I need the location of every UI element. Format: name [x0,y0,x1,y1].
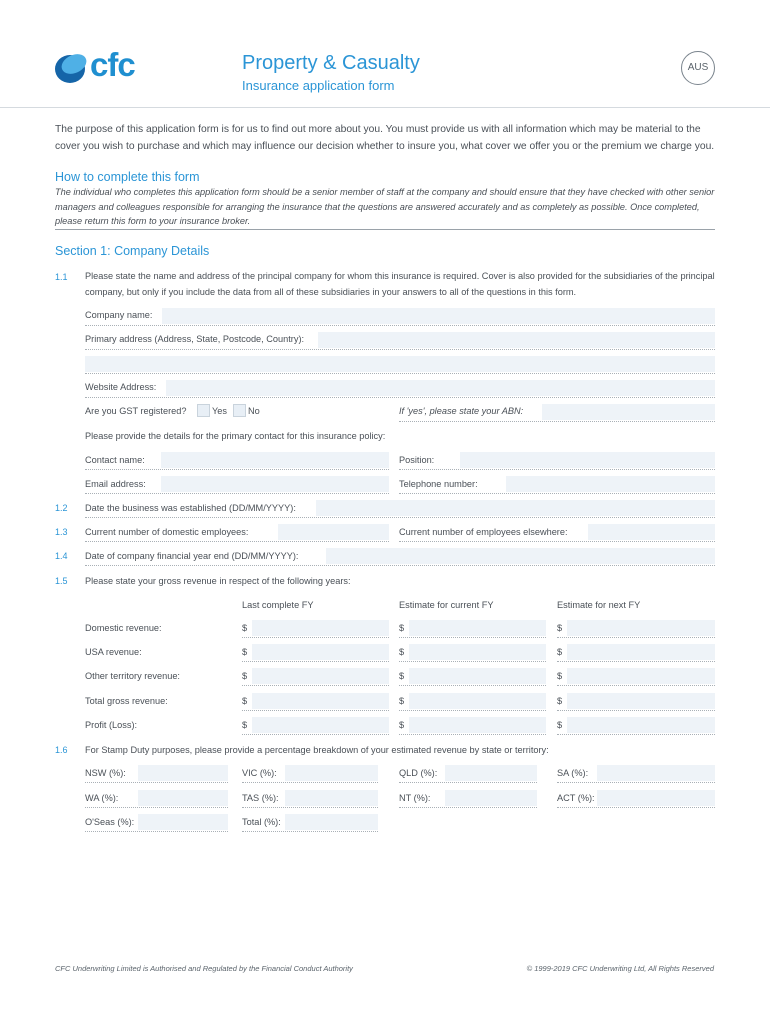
dotted-line [242,807,378,808]
footer-copyright: © 1999-2019 CFC Underwriting Ltd, All Rights Reserved [526,964,714,973]
dotted-line [557,734,715,735]
currency-symbol: $ [557,623,563,633]
gst-no-label: No [248,406,260,416]
currency-symbol: $ [399,720,405,730]
divider [55,229,715,230]
dotted-line [399,661,546,662]
state-label: O'Seas (%): [85,817,135,827]
currency-symbol: $ [242,671,248,681]
primary-address-label: Primary address (Address, State, Postcode, Country): [85,334,305,344]
currency-symbol: $ [242,696,248,706]
currency-symbol: $ [242,647,248,657]
cfc-logo [53,46,153,88]
dotted-line [399,807,537,808]
dotted-line [557,685,715,686]
revenue-field[interactable] [252,668,389,684]
dotted-line [85,831,228,832]
state-percent-field[interactable] [138,790,228,806]
currency-symbol: $ [399,623,405,633]
page-title: Property & Casualty [242,52,420,74]
dotted-line [399,685,546,686]
revenue-row-label: Profit (Loss): [85,720,138,730]
domestic-employees-label: Current number of domestic employees: [85,527,249,537]
question-number: 1.5 [55,576,68,586]
position-field[interactable] [460,452,715,468]
dotted-line [242,734,389,735]
dotted-line [399,469,715,470]
question-1-1-text: Please state the name and address of the principal company for whom this insurance is required. Cover is also provided for the subsidiaries of the principal company, but only if you include the data from all of these subsidiaries in your answers to all of the questions in this form. [85,271,715,297]
col-last-fy: Last complete FY [242,600,314,610]
revenue-field[interactable] [409,620,546,636]
logo-wordmark: cfc [90,46,135,83]
state-label: ACT (%): [557,793,595,803]
dotted-line [85,565,715,566]
fy-end-label: Date of company financial year end (DD/MM/YYYY): [85,551,299,561]
state-label: NT (%): [399,793,431,803]
contact-intro-label: Please provide the details for the primary contact for this insurance policy: [85,431,386,441]
email-label: Email address: [85,479,146,489]
state-percent-field[interactable] [445,765,537,781]
gst-yes-label: Yes [212,406,227,416]
section-1-heading: Section 1: Company Details [55,244,210,258]
revenue-row-label: Other territory revenue: [85,671,180,681]
dotted-line [399,421,715,422]
revenue-field[interactable] [252,644,389,660]
state-percent-field[interactable] [285,765,378,781]
state-label: VIC (%): [242,768,277,778]
dotted-line [242,685,389,686]
col-current-fy: Estimate for current FY [399,600,494,610]
intro-paragraph: The purpose of this application form is for us to find out more about you. You must provide us with all information which may be material to the cover you wish to purchase and which may influence our decision whether to insure you, what cover we offer you or the premium we charge you. [55,124,715,152]
state-label: Total (%): [242,817,281,827]
currency-symbol: $ [557,647,563,657]
state-percent-field[interactable] [597,790,715,806]
dotted-line [242,782,378,783]
dotted-line [242,831,378,832]
employees-elsewhere-field[interactable] [588,524,715,540]
contact-name-field[interactable] [161,452,389,468]
dotted-line [399,637,546,638]
question-number: 1.2 [55,503,68,513]
dotted-line [85,397,715,398]
revenue-row-label: Total gross revenue: [85,696,168,706]
established-date-label: Date the business was established (DD/MM/YYYY): [85,503,296,513]
revenue-field[interactable] [409,717,546,733]
dotted-line [399,782,537,783]
dotted-line [85,782,228,783]
state-percent-field[interactable] [445,790,537,806]
state-percent-field[interactable] [285,790,378,806]
question-number: 1.6 [55,745,68,755]
dotted-line [242,661,389,662]
state-percent-field[interactable] [138,814,228,830]
contact-name-label: Contact name: [85,455,145,465]
dotted-line [557,782,715,783]
revenue-field[interactable] [567,644,715,660]
employees-elsewhere-label: Current number of employees elsewhere: [399,527,568,537]
gst-yes-checkbox[interactable] [197,404,210,417]
dotted-line [85,373,715,374]
dotted-line [399,541,715,542]
currency-symbol: $ [242,623,248,633]
dotted-line [85,807,228,808]
state-label: SA (%): [557,768,589,778]
telephone-label: Telephone number: [399,479,478,489]
dotted-line [399,710,546,711]
company-name-field[interactable] [162,308,715,324]
question-number: 1.1 [55,272,68,282]
state-percent-field[interactable] [138,765,228,781]
fy-end-field[interactable] [326,548,715,564]
currency-symbol: $ [399,671,405,681]
question-number: 1.3 [55,527,68,537]
dotted-line [85,325,715,326]
currency-symbol: $ [242,720,248,730]
region-badge: AUS [681,51,715,85]
revenue-field[interactable] [567,717,715,733]
telephone-field[interactable] [506,476,715,492]
gst-no-checkbox[interactable] [233,404,246,417]
domestic-employees-field[interactable] [278,524,389,540]
currency-symbol: $ [557,720,563,730]
currency-symbol: $ [557,696,563,706]
revenue-row-label: Domestic revenue: [85,623,162,633]
col-next-fy: Estimate for next FY [557,600,641,610]
dotted-line [85,349,715,350]
email-field[interactable] [161,476,389,492]
state-label: QLD (%): [399,768,438,778]
revenue-field[interactable] [252,717,389,733]
revenue-field[interactable] [567,620,715,636]
dotted-line [557,661,715,662]
dotted-line [85,541,389,542]
dotted-line [399,734,546,735]
state-label: TAS (%): [242,793,279,803]
website-field[interactable] [166,380,715,396]
howto-heading: How to complete this form [55,170,200,184]
gst-label: Are you GST registered? [85,406,187,416]
abn-field[interactable] [542,404,715,420]
howto-text: The individual who completes this application form should be a senior member of staff at the company and should ensure that they have checked with other senior managers and colleagues responsible for arranging the insurance that the questions are answered accurately and as completely as possible. Once completed, please return this form to your insurance broker. [55,187,715,226]
company-name-label: Company name: [85,310,153,320]
state-label: NSW (%): [85,768,126,778]
primary-address-field-line-2[interactable] [85,356,715,372]
revenue-field[interactable] [567,693,715,709]
revenue-field[interactable] [252,693,389,709]
website-label: Website Address: [85,382,157,392]
revenue-field[interactable] [567,668,715,684]
state-percent-field[interactable] [597,765,715,781]
revenue-row-label: USA revenue: [85,647,142,657]
abn-label: If 'yes', please state your ABN: [399,406,524,416]
question-number: 1.4 [55,551,68,561]
cfc-logo-icon [53,50,89,86]
dotted-line [242,637,389,638]
page-subtitle: Insurance application form [242,78,395,93]
currency-symbol: $ [399,696,405,706]
established-date-field[interactable] [316,500,715,516]
dotted-line [557,807,715,808]
revenue-field[interactable] [252,620,389,636]
footer-regulation: CFC Underwriting Limited is Authorised and Regulated by the Financial Conduct Authority [55,964,353,973]
dotted-line [557,710,715,711]
dotted-line [85,517,715,518]
dotted-line [399,493,715,494]
dotted-line [85,493,389,494]
position-label: Position: [399,455,435,465]
dotted-line [85,469,389,470]
primary-address-field[interactable] [318,332,715,348]
revenue-field[interactable] [409,693,546,709]
currency-symbol: $ [399,647,405,657]
stamp-duty-question-label: For Stamp Duty purposes, please provide a percentage breakdown of your estimated revenue by state or territory: [85,745,549,755]
dotted-line [242,710,389,711]
page-header [0,0,770,108]
currency-symbol: $ [557,671,563,681]
state-label: WA (%): [85,793,119,803]
state-percent-field[interactable] [285,814,378,830]
revenue-question-label: Please state your gross revenue in respect of the following years: [85,576,351,586]
dotted-line [557,637,715,638]
revenue-field[interactable] [409,668,546,684]
revenue-field[interactable] [409,644,546,660]
